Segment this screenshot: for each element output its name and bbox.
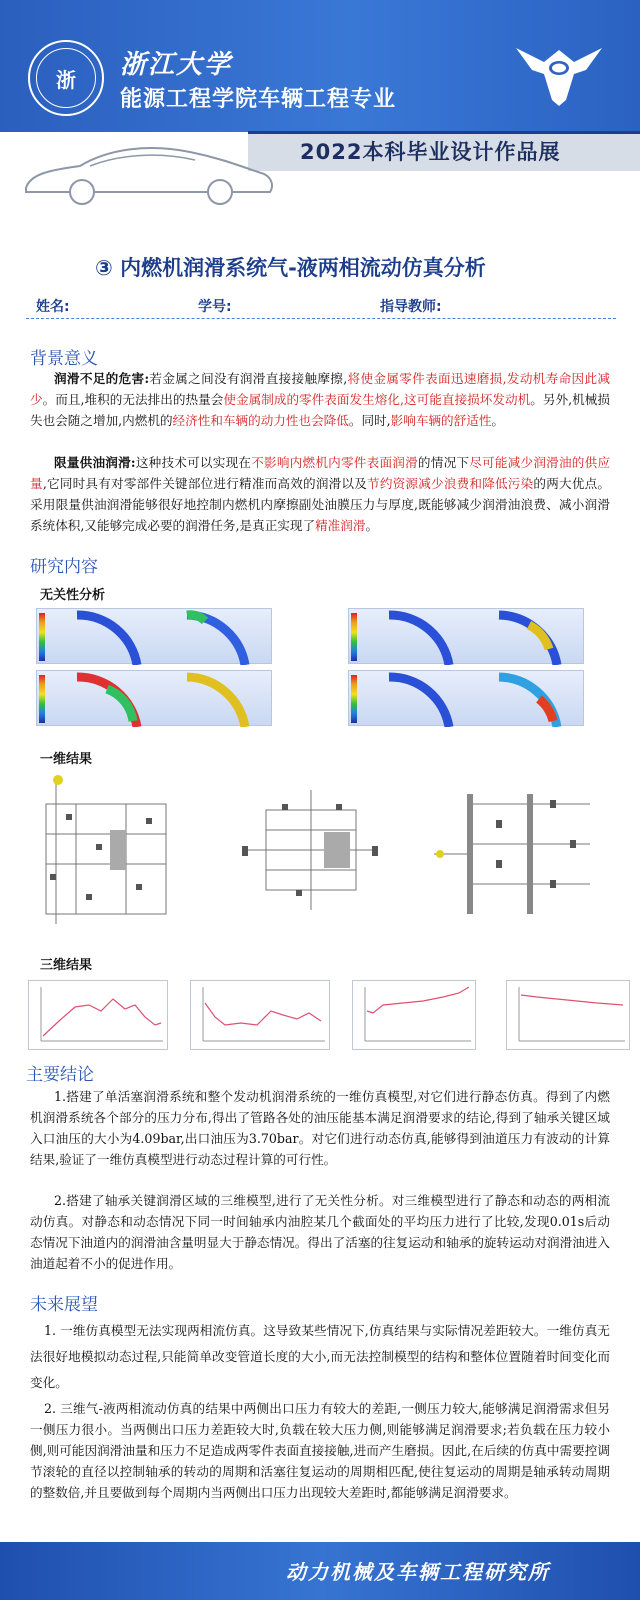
pressure-plot-3 bbox=[352, 980, 476, 1050]
p1-text-a: 若金属之间没有润滑直接接触摩擦, bbox=[149, 371, 348, 386]
simulation-image-2 bbox=[348, 608, 584, 664]
1d-model-diagram-3 bbox=[430, 784, 610, 924]
p1-highlight-4: 影响车辆的舒适性 bbox=[390, 413, 492, 428]
section-conclusion-heading: 主要结论 bbox=[26, 1065, 94, 1085]
university-logo bbox=[28, 40, 104, 116]
conclusion-paragraph-2: 2.搭建了轴承关键润滑区域的三维模型,进行了无关性分析。对三维模型进行了静态和动态的两相流动仿真。对静态和动态情况下同一时间轴承内油腔某几个截面处的平均压力进行了比较,发现0.01s后动态情况下油道内的润滑油含量明显大于静态情况。得出了活塞的往复运动和轴承的旋转运动对润滑油进入油道起着不小的促进作用。 bbox=[30, 1193, 610, 1271]
background-paragraph-1 bbox=[30, 368, 610, 431]
section-background-heading: 背景意义 bbox=[30, 349, 98, 369]
p1-highlight-2: 使金属制成的零件表面发生熔化,这可能直接损坏发动机 bbox=[223, 392, 531, 407]
p2-text-c: ,它同时具有对零部件关键部位进行精准而高效的润滑以及 bbox=[42, 476, 368, 491]
university-name: 浙江大学 bbox=[120, 50, 233, 80]
simulation-image-4 bbox=[348, 670, 584, 726]
p1-label: 润滑不足的危害: bbox=[54, 371, 150, 386]
p1-highlight-3: 经济性和车辆的动力性也会降低 bbox=[172, 413, 349, 428]
pressure-plot-4 bbox=[506, 980, 630, 1050]
simulation-image-1 bbox=[36, 608, 272, 664]
independence-analysis-heading: 无关性分析 bbox=[40, 588, 106, 603]
footer-institute: 动力机械及车辆工程研究所 bbox=[286, 1560, 550, 1584]
p2-highlight-1: 不影响内燃机内零件表面润滑 bbox=[251, 455, 418, 470]
student-id-label: 学号: bbox=[198, 299, 232, 315]
p1-text-e: 。 bbox=[491, 413, 504, 428]
p1-text-d: 。同时, bbox=[348, 413, 391, 428]
logo-emblem: 浙 bbox=[36, 48, 96, 108]
three-dimensional-results-heading: 三维结果 bbox=[40, 958, 93, 973]
p2-text-d: 的两大优点。采用限量供油润滑能够很好地控制内燃机内摩擦副处油膜压力与厚度,既能够减少润滑油浪费、减小润滑系统体积,又能够完成必要的润滑任务,是真正实现了 bbox=[30, 476, 611, 533]
advisor-label: 指导教师: bbox=[380, 299, 442, 315]
p1-text-b: 。而且,堆积的无法排出的热量会 bbox=[42, 392, 224, 407]
eagle-logo-icon bbox=[514, 40, 604, 110]
p2-highlight-2: 尽可能减少润滑油的供应量 bbox=[30, 455, 611, 491]
conclusion-paragraph-1: 1.搭建了单活塞润滑系统和整个发动机润滑系统的一维仿真模型,对它们进行静态仿真。得到了内燃机润滑系统各个部分的压力分布,得出了管路各处的油压能基本满足润滑要求的结论,得到了轴承关键区域入口油压的大小为4.09bar,出口油压为3.70bar。对它们进行动态仿真,能够得到油道压力有波动的计算结果,验证了一维仿真模型进行动态过程计算的可行性。 bbox=[30, 1089, 610, 1167]
p2-text-e: 。 bbox=[365, 518, 379, 533]
pressure-plot-1 bbox=[28, 980, 168, 1050]
p2-label: 限量供油润滑: bbox=[54, 455, 136, 470]
future-paragraph-1: 1. 一维仿真模型无法实现两相流仿真。这导致某些情况下,仿真结果与实际情况差距较大。一维仿真无法很好地模拟动态过程,只能简单改变管道长度的大小,而无法控制模型的结构和整体位置随着时间变化而变化。 bbox=[30, 1323, 610, 1390]
section-research-heading: 研究内容 bbox=[30, 557, 98, 577]
name-label: 姓名: bbox=[36, 299, 70, 315]
p2-highlight-3: 节约资源减少浪费和降低污染 bbox=[367, 476, 534, 491]
background-paragraph-2 bbox=[30, 452, 610, 536]
section-future-heading: 未来展望 bbox=[30, 1295, 98, 1315]
car-outline-icon bbox=[20, 130, 280, 210]
p1-highlight-1: 将使金属零件表面迅速磨损,发动机寿命因此减少 bbox=[30, 371, 610, 407]
info-divider bbox=[26, 318, 616, 319]
p2-text-b: 的情况下 bbox=[417, 455, 470, 470]
one-dimensional-results-heading: 一维结果 bbox=[40, 752, 93, 767]
simulation-image-3 bbox=[36, 670, 272, 726]
exhibition-title: 2022本科毕业设计作品展 bbox=[300, 140, 561, 164]
poster-title: ③ 内燃机润滑系统气-液两相流动仿真分析 bbox=[95, 256, 486, 280]
department-name: 能源工程学院车辆工程专业 bbox=[120, 87, 397, 112]
p2-highlight-4: 精准润滑 bbox=[315, 518, 366, 533]
1d-model-diagram-2 bbox=[236, 780, 386, 920]
future-paragraph-2: 2. 三维气-液两相流动仿真的结果中两侧出口压力有较大的差距,一侧压力较大,能够满足润滑需求但另一侧压力很小。当两侧出口压力差距较大时,负载在较大压力侧,则能够满足润滑要求;若负载在压力较小侧,则可能因润滑油量和压力不足造成两零件表面直接接触,进而产生磨损。因此,在后续的仿真中需要控调节滚轮的直径以控制轴承的转动的周期和活塞往复运动的周期相匹配,使往复运动的周期是轴承转动周期的整数倍,并且要做到每个周期内当两侧出口压力出现较大差距时,都能够满足润滑要求。 bbox=[30, 1401, 610, 1500]
pressure-plot-2 bbox=[190, 980, 330, 1050]
p2-text-a: 这种技术可以实现在 bbox=[135, 455, 252, 470]
p1-text-c: 。另外,机械损失也会随之增加,内燃机的 bbox=[30, 392, 610, 428]
1d-model-diagram-1 bbox=[36, 774, 186, 934]
